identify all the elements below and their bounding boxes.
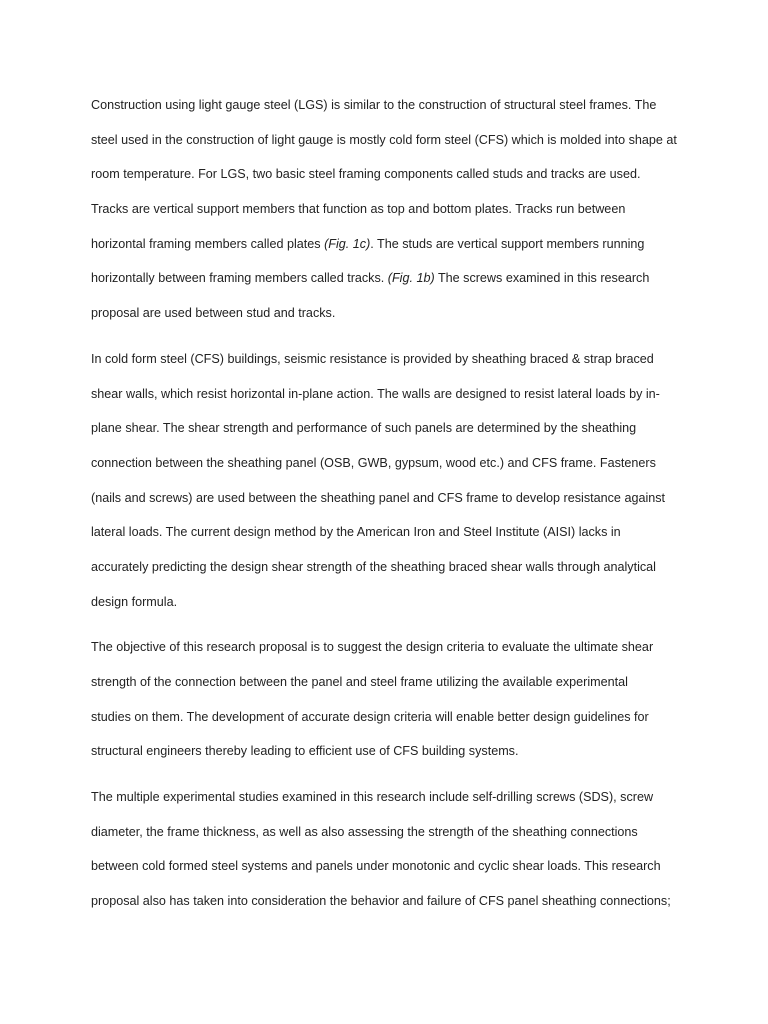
text-line: horizontally between framing members called tracks. (Fig. 1b) The screws examined in this research [91, 271, 650, 286]
text-line: The multiple experimental studies examined in this research include self-drilling screws (SDS), screw [91, 790, 654, 805]
figure-reference: (Fig. 1b) [387, 271, 435, 286]
paragraph-experimental-studies [91, 780, 691, 919]
text-line: diameter, the frame thickness, as well as also assessing the strength of the sheathing connections [91, 824, 638, 839]
text-line: connection between the sheathing panel (OSB, GWB, gypsum, wood etc.) and CFS frame. Fasteners [91, 455, 656, 470]
text-line: In cold form steel (CFS) buildings, seismic resistance is provided by sheathing braced & strap braced [91, 351, 654, 366]
text-line: studies on them. The development of accurate design criteria will enable better design guidelines for [91, 709, 649, 724]
text-line: steel used in the construction of light gauge is mostly cold form steel (CFS) which is molded into shape at [91, 132, 677, 147]
text-line: structural engineers thereby leading to efficient use of CFS building systems. [91, 744, 519, 759]
text-line: shear walls, which resist horizontal in-plane action. The walls are designed to resist lateral loads by in- [91, 386, 660, 401]
text-line: design formula. [91, 594, 178, 609]
text-line: proposal also has taken into consideration the behavior and failure of CFS panel sheathing connections; [91, 894, 671, 909]
figure-reference: (Fig. 1c) [324, 236, 371, 251]
text-line: room temperature. For LGS, two basic steel framing components called studs and tracks are used. [91, 167, 641, 182]
text-line: between cold formed steel systems and panels under monotonic and cyclic shear loads. This research [91, 859, 661, 874]
text-line: Tracks are vertical support members that function as top and bottom plates. Tracks run between [91, 202, 626, 217]
paragraph-research-objective [91, 630, 691, 769]
text-line: proposal are used between stud and tracks. [91, 306, 336, 321]
text-line: horizontal framing members called plates (Fig. 1c). The studs are vertical support members running [91, 236, 645, 251]
text-line: lateral loads. The current design method by the American Iron and Steel Institute (AISI) lacks in [91, 525, 621, 540]
paragraph-seismic-resistance [91, 342, 691, 620]
text-line: strength of the connection between the panel and steel frame utilizing the available experimental [91, 675, 628, 689]
text-line: accurately predicting the design shear strength of the sheathing braced shear walls through analytical [91, 559, 656, 574]
text-line: (nails and screws) are used between the sheathing panel and CFS frame to develop resistance against [91, 490, 666, 505]
text-line: plane shear. The shear strength and performance of such panels are determined by the sheathing [91, 421, 637, 436]
document-body [91, 88, 691, 930]
paragraph-lgs-construction [91, 88, 691, 331]
text-line: Construction using light gauge steel (LGS) is similar to the construction of structural steel frames. The [91, 98, 657, 112]
text-line: The objective of this research proposal is to suggest the design criteria to evaluate the ultimate shear [91, 640, 654, 655]
